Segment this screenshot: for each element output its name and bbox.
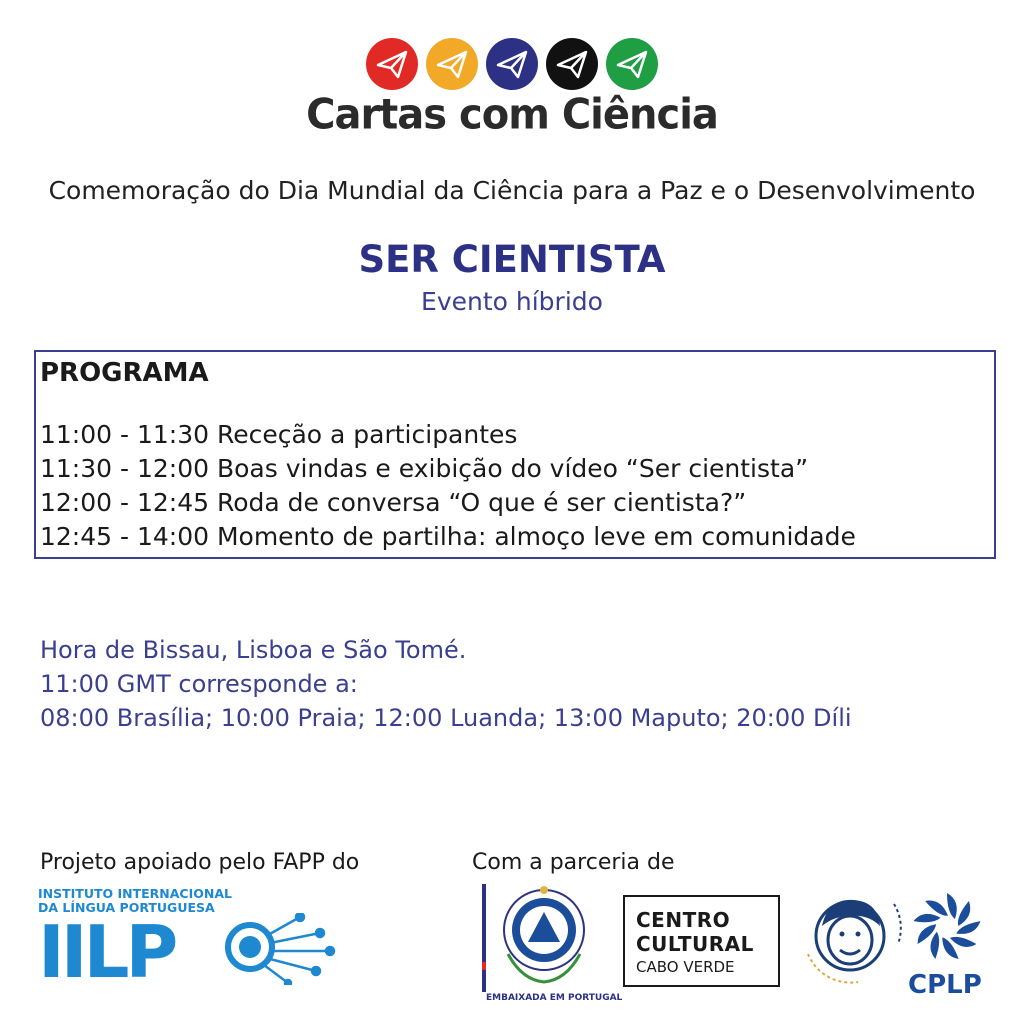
centro-cultural-line: CENTRO (636, 908, 731, 932)
iilp-name (38, 887, 232, 915)
event-subtitle: Comemoração do Dia Mundial da Ciência para a Paz e o Desenvolvimento (48, 176, 976, 205)
cplp-logo (908, 888, 986, 966)
timezone-line: Hora de Bissau, Lisboa e São Tomé. (40, 636, 467, 664)
paper-plane-icon (486, 38, 538, 90)
program-item: 12:45 - 14:00 Momento de partilha: almoço leve em comunidade (40, 522, 856, 551)
paper-plane-icon (606, 38, 658, 90)
timezone-info (40, 633, 852, 735)
timezone-line: 08:00 Brasília; 10:00 Praia; 12:00 Luanda; 13:00 Maputo; 20:00 Díli (40, 704, 852, 732)
brand-name: Cartas com Ciência (306, 90, 718, 140)
partnership-label: Com a parceria de (472, 850, 675, 875)
timezone-line: 11:00 GMT corresponde a: (40, 670, 358, 698)
event-type: Evento híbrido (421, 287, 603, 316)
iilp-acronym: IILP (38, 913, 175, 985)
program-list (40, 418, 856, 554)
brand-logo-icons (366, 38, 658, 90)
program-item: 11:30 - 12:00 Boas vindas e exibição do vídeo “Ser cientista” (40, 454, 809, 483)
supported-by-label: Projeto apoiado pelo FAPP do (40, 850, 360, 875)
centro-cultural-line: CABO VERDE (636, 958, 735, 976)
paper-plane-icon (546, 38, 598, 90)
iilp-name-line: INSTITUTO INTERNACIONAL (38, 886, 232, 901)
cplp-label: CPLP (908, 970, 982, 1000)
paper-plane-icon (366, 38, 418, 90)
event-title: SER CIENTISTA (358, 238, 666, 281)
centro-cultural-line: CULTURAL (636, 932, 754, 956)
paper-plane-icon (426, 38, 478, 90)
program-item: 11:00 - 11:30 Receção a participantes (40, 420, 518, 449)
fundacao-orlando-pantera-logo (798, 884, 902, 988)
program-heading: PROGRAMA (40, 358, 209, 388)
embassy-logo (482, 884, 602, 992)
embassy-label: EMBAIXADA EM PORTUGAL (486, 993, 623, 1003)
program-item: 12:00 - 12:45 Roda de conversa “O que é ser cientista?” (40, 488, 747, 517)
iilp-name-line: DA LÍNGUA PORTUGUESA (38, 900, 215, 915)
iilp-logo (38, 913, 338, 985)
